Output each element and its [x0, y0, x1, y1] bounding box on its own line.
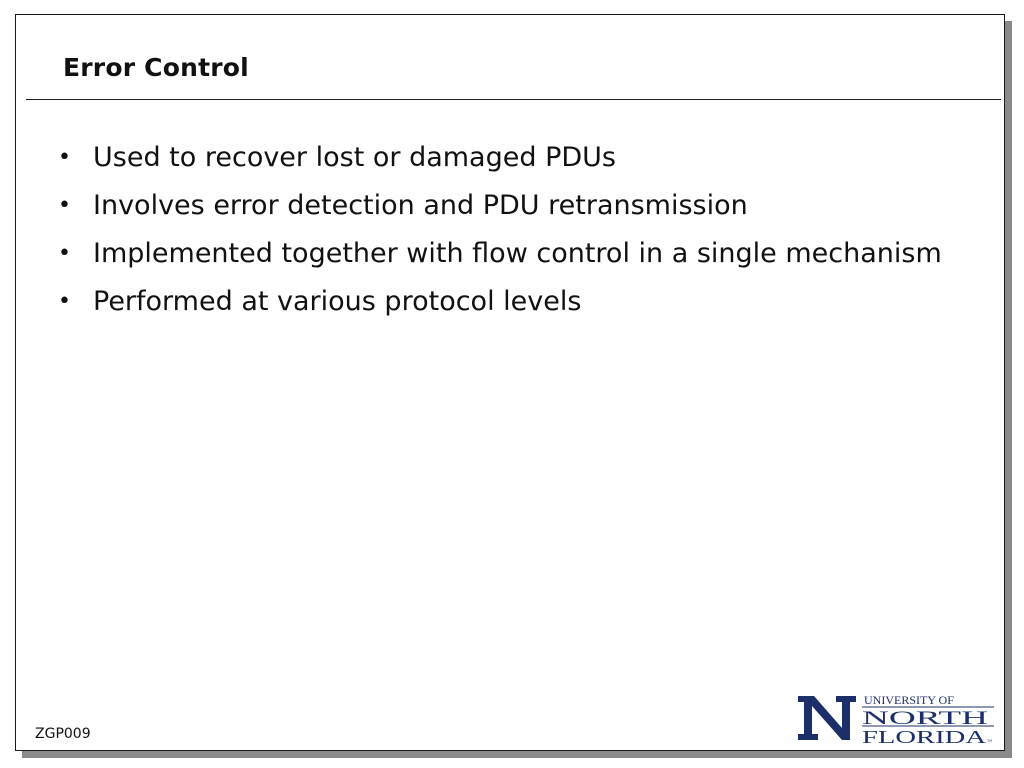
bullet-text: Implemented together with flow control in a single mechanism	[93, 238, 942, 269]
slide-code: ZGP009	[35, 726, 91, 742]
svg-text:™: ™	[987, 740, 992, 745]
bullet-item	[56, 281, 956, 322]
bullet-icon: •	[58, 241, 71, 266]
bullet-item	[56, 137, 956, 178]
bullet-item	[56, 185, 956, 226]
svg-text:UNIVERSITY OF: UNIVERSITY OF	[864, 693, 954, 707]
bullet-text: Involves error detection and PDU retransmission	[93, 190, 748, 221]
bullet-item	[56, 233, 956, 274]
bullet-icon: •	[58, 145, 71, 170]
university-of-north-florida-logo	[796, 690, 996, 745]
bullet-text: Used to recover lost or damaged PDUs	[93, 142, 616, 173]
svg-text:NORTH: NORTH	[862, 708, 989, 729]
slide	[15, 14, 1005, 751]
bullet-icon: •	[58, 289, 71, 314]
svg-text:FLORIDA: FLORIDA	[862, 727, 986, 745]
title-divider	[26, 99, 1001, 100]
bullet-text: Performed at various protocol levels	[93, 286, 582, 317]
bullet-list	[56, 137, 956, 329]
slide-title: Error Control	[63, 53, 249, 82]
bullet-icon: •	[58, 193, 71, 218]
